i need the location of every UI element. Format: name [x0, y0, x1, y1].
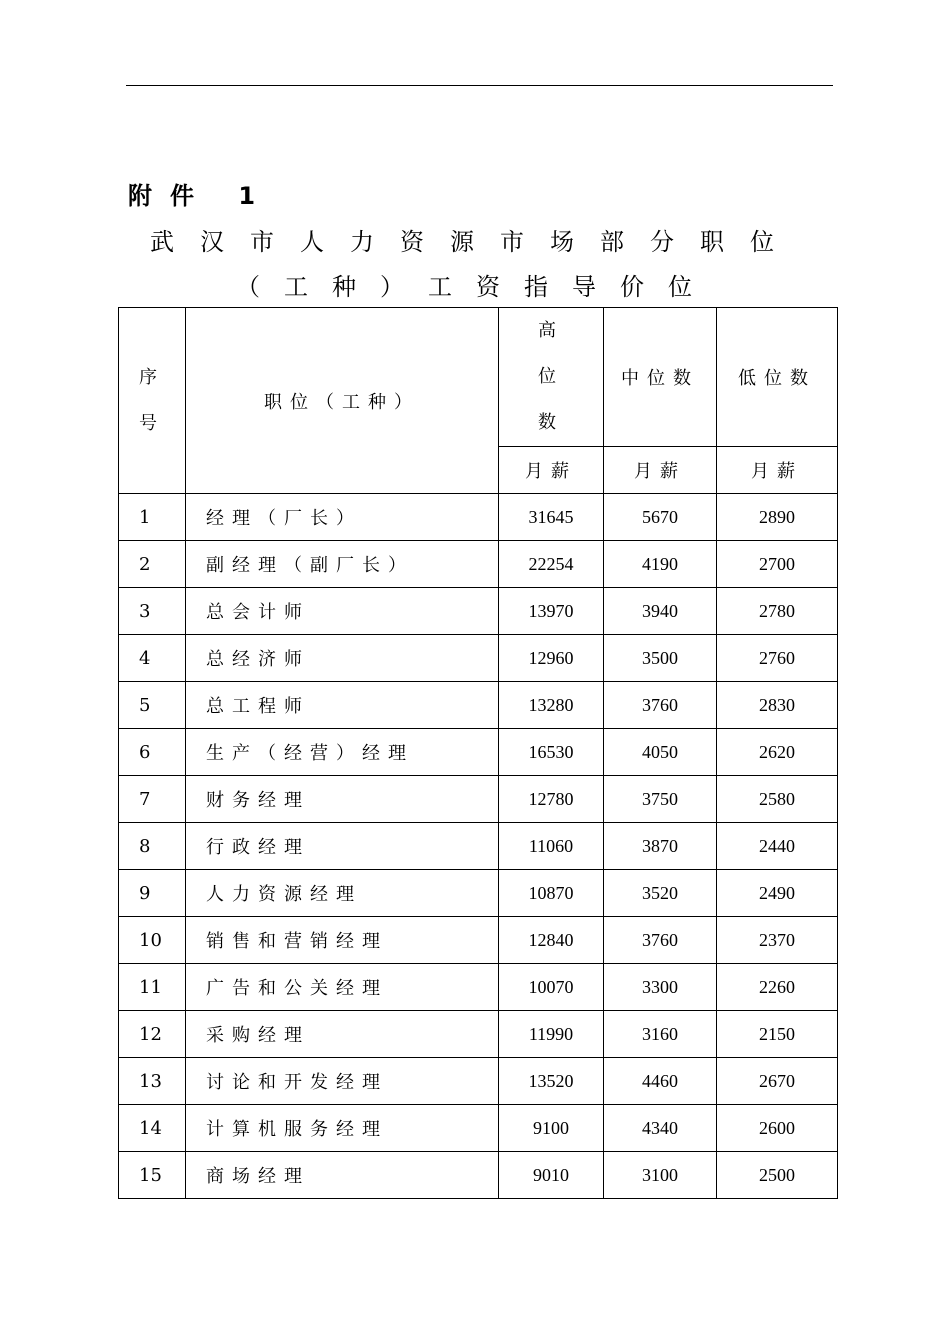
row-median: 4050	[604, 729, 717, 776]
table-row	[119, 682, 838, 729]
header-median-monthly: 月薪	[604, 447, 717, 494]
table-row	[119, 776, 838, 823]
row-median: 3100	[604, 1152, 717, 1199]
row-position: 广告和公关经理	[186, 964, 499, 1011]
row-serial: 11	[119, 964, 186, 1011]
row-low: 2890	[717, 494, 838, 541]
row-median: 4340	[604, 1105, 717, 1152]
row-high: 16530	[499, 729, 604, 776]
row-high: 13520	[499, 1058, 604, 1105]
row-median: 4190	[604, 541, 717, 588]
wage-table	[118, 307, 838, 1199]
table-row	[119, 1011, 838, 1058]
table-row	[119, 541, 838, 588]
row-low: 2440	[717, 823, 838, 870]
table-row	[119, 494, 838, 541]
row-median: 3760	[604, 917, 717, 964]
row-high: 12840	[499, 917, 604, 964]
header-low: 低位数	[717, 308, 838, 447]
row-position: 副经理（副厂长）	[186, 541, 499, 588]
row-low: 2830	[717, 682, 838, 729]
table-row	[119, 635, 838, 682]
row-position: 总会计师	[186, 588, 499, 635]
row-median: 4460	[604, 1058, 717, 1105]
row-serial: 6	[119, 729, 186, 776]
row-high: 22254	[499, 541, 604, 588]
header-rule	[126, 85, 833, 86]
table-row	[119, 823, 838, 870]
row-low: 2760	[717, 635, 838, 682]
row-serial: 12	[119, 1011, 186, 1058]
row-high: 13280	[499, 682, 604, 729]
attachment-label: 附件 1	[128, 182, 274, 210]
row-serial: 7	[119, 776, 186, 823]
row-high: 9100	[499, 1105, 604, 1152]
header-position: 职位（工种）	[186, 308, 499, 494]
row-serial: 3	[119, 588, 186, 635]
table-row	[119, 1058, 838, 1105]
row-serial: 15	[119, 1152, 186, 1199]
row-median: 3520	[604, 870, 717, 917]
row-position: 生产（经营）经理	[186, 729, 499, 776]
document-title-line1: 武汉市人力资源市场部分职位	[150, 228, 800, 256]
row-position: 总经济师	[186, 635, 499, 682]
row-high: 11060	[499, 823, 604, 870]
row-median: 3300	[604, 964, 717, 1011]
header-high-monthly: 月薪	[499, 447, 604, 494]
row-median: 5670	[604, 494, 717, 541]
row-high: 10070	[499, 964, 604, 1011]
row-low: 2580	[717, 776, 838, 823]
row-median: 3940	[604, 588, 717, 635]
row-position: 计算机服务经理	[186, 1105, 499, 1152]
row-high: 12960	[499, 635, 604, 682]
table-row	[119, 917, 838, 964]
row-median: 3870	[604, 823, 717, 870]
row-median: 3500	[604, 635, 717, 682]
row-serial: 10	[119, 917, 186, 964]
row-median: 3160	[604, 1011, 717, 1058]
row-median: 3750	[604, 776, 717, 823]
row-position: 人力资源经理	[186, 870, 499, 917]
row-low: 2490	[717, 870, 838, 917]
row-low: 2620	[717, 729, 838, 776]
table-row	[119, 1152, 838, 1199]
table-row	[119, 588, 838, 635]
row-low: 2260	[717, 964, 838, 1011]
row-position: 采购经理	[186, 1011, 499, 1058]
row-low: 2370	[717, 917, 838, 964]
row-serial: 13	[119, 1058, 186, 1105]
header-median: 中位数	[604, 308, 717, 447]
row-position: 讨论和开发经理	[186, 1058, 499, 1105]
row-low: 2150	[717, 1011, 838, 1058]
row-position: 商场经理	[186, 1152, 499, 1199]
table-row	[119, 1105, 838, 1152]
row-serial: 1	[119, 494, 186, 541]
header-low-monthly: 月薪	[717, 447, 838, 494]
row-position: 销售和营销经理	[186, 917, 499, 964]
table-row	[119, 729, 838, 776]
row-position: 总工程师	[186, 682, 499, 729]
row-serial: 4	[119, 635, 186, 682]
row-position: 财务经理	[186, 776, 499, 823]
row-serial: 2	[119, 541, 186, 588]
header-serial: 序号	[119, 308, 186, 494]
table-row	[119, 870, 838, 917]
row-low: 2600	[717, 1105, 838, 1152]
row-serial: 8	[119, 823, 186, 870]
row-high: 10870	[499, 870, 604, 917]
table-row	[119, 964, 838, 1011]
row-high: 31645	[499, 494, 604, 541]
row-position: 行政经理	[186, 823, 499, 870]
row-median: 3760	[604, 682, 717, 729]
row-high: 13970	[499, 588, 604, 635]
header-high: 高位数	[499, 308, 604, 447]
row-low: 2700	[717, 541, 838, 588]
row-low: 2780	[717, 588, 838, 635]
row-position: 经理（厂长）	[186, 494, 499, 541]
row-serial: 5	[119, 682, 186, 729]
row-low: 2670	[717, 1058, 838, 1105]
row-high: 11990	[499, 1011, 604, 1058]
row-low: 2500	[717, 1152, 838, 1199]
row-high: 12780	[499, 776, 604, 823]
table-header-row	[119, 308, 838, 447]
document-title-line2: （工种）工资指导价位	[236, 273, 716, 301]
row-serial: 9	[119, 870, 186, 917]
row-serial: 14	[119, 1105, 186, 1152]
row-high: 9010	[499, 1152, 604, 1199]
